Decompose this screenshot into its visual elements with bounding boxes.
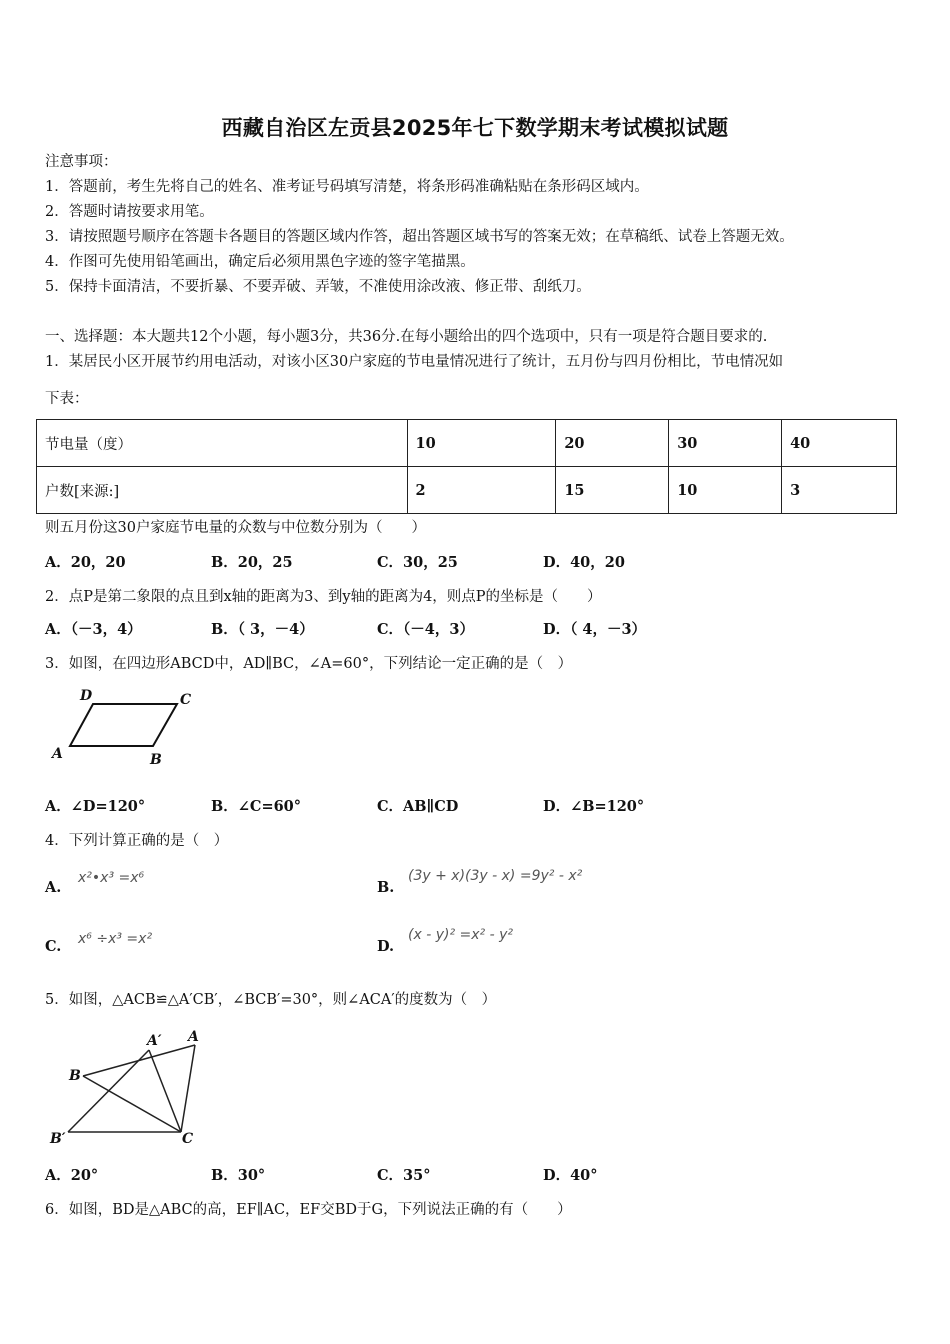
q3-option-c: C．AB∥CD — [377, 798, 459, 815]
q5-option-d: D．40° — [543, 1167, 598, 1184]
table-cell: 10 — [669, 467, 782, 514]
q1-table — [36, 419, 897, 514]
table-cell: 节电量（度） — [37, 420, 408, 467]
table-cell: 2 — [407, 467, 556, 514]
q4-option-c-expr: x⁶ ÷x³ =x² — [78, 931, 153, 947]
q3-option-d: D．∠B=120° — [543, 798, 645, 815]
q5-option-c: C．35° — [377, 1167, 431, 1184]
q2-stem: 2．点P是第二象限的点且到x轴的距离为3、到y轴的距离为4，则点P的坐标是（ ） — [45, 589, 602, 605]
label-c: C — [182, 1131, 194, 1147]
notice-item: 5．保持卡面清洁，不要折暴、不要弄破、弄皱，不准使用涂改液、修正带、刮纸刀。 — [45, 279, 591, 295]
table-cell: 户数[来源:] — [37, 467, 408, 514]
table-cell: 3 — [782, 467, 897, 514]
q1-option-b: B．20，25 — [211, 554, 293, 571]
q3-stem: 3．如图，在四边形ABCD中，AD∥BC，∠A=60°，下列结论一定正确的是（ ） — [45, 656, 573, 672]
congruent-triangles-figure — [40, 1025, 220, 1150]
q4-option-c-label: C. — [45, 938, 62, 955]
table-cell: 30 — [669, 420, 782, 467]
label-c: C — [180, 692, 192, 708]
q4-option-b-label: B. — [377, 879, 395, 896]
q2-option-c: C．（－4，3） — [377, 621, 474, 638]
q5-option-a: A．20° — [45, 1167, 99, 1184]
q4-option-d-label: D. — [377, 938, 395, 955]
q4-option-b-expr: (3y + x)(3y - x) =9y² - x² — [408, 868, 583, 884]
label-b: B — [150, 752, 162, 768]
notice-item: 3．请按照题号顺序在答题卡各题目的答题区域内作答，超出答题区域书写的答案无效；在草稿纸、试卷上答题无效。 — [45, 229, 794, 245]
label-a: A — [52, 746, 63, 762]
label-a: A — [188, 1029, 199, 1045]
q2-option-d: D．（ 4，－3） — [543, 621, 647, 638]
table-cell: 10 — [407, 420, 556, 467]
q1-option-a: A．20，20 — [45, 554, 126, 571]
section-heading: 一、选择题：本大题共12个小题，每小题3分，共36分.在每小题给出的四个选项中，只有一项是符合题目要求的. — [45, 329, 768, 345]
q1-stem-cont: 下表： — [45, 391, 89, 407]
notice-item: 2．答题时请按要求用笔。 — [45, 204, 214, 220]
label-b-prime: B′ — [50, 1131, 66, 1147]
table-cell: 40 — [782, 420, 897, 467]
q5-option-b: B．30° — [211, 1167, 266, 1184]
q4-option-d-expr: (x - y)² =x² - y² — [408, 927, 513, 943]
label-d: D — [80, 688, 93, 704]
q1-option-c: C．30，25 — [377, 554, 458, 571]
q3-option-a: A．∠D=120° — [45, 798, 146, 815]
page-title: 西藏自治区左贡县2025年七下数学期末考试模拟试题 — [221, 116, 729, 140]
notice-item: 4．作图可先使用铅笔画出，确定后必须用黑色字迹的签字笔描黑。 — [45, 254, 475, 270]
table-row — [37, 420, 897, 467]
label-a-prime: A′ — [147, 1033, 162, 1049]
quadrilateral-abcd-figure — [40, 680, 210, 770]
q6-stem: 6．如图，BD是△ABC的高，EF∥AC，EF交BD于G，下列说法正确的有（ ） — [45, 1202, 572, 1218]
table-row — [37, 467, 897, 514]
q1-question: 则五月份这30户家庭节电量的众数与中位数分别为（ ） — [45, 520, 426, 536]
q2-option-a: A．（－3，4） — [45, 621, 142, 638]
q4-option-a-label: A. — [45, 879, 62, 896]
q4-option-a-expr: x²•x³ =x⁶ — [78, 870, 145, 886]
q1-option-d: D．40，20 — [543, 554, 625, 571]
q4-stem: 4．下列计算正确的是（ ） — [45, 833, 229, 849]
q5-stem: 5．如图，△ACB≌△A′CB′，∠BCB′=30°，则∠ACA′的度数为（ ） — [45, 992, 497, 1008]
q1-stem: 1．某居民小区开展节约用电活动，对该小区30户家庭的节电量情况进行了统计，五月份与四月份相比，节电情况如 — [45, 354, 784, 370]
table-cell: 15 — [556, 467, 669, 514]
q2-option-b: B．（ 3，－4） — [211, 621, 314, 638]
table-cell: 20 — [556, 420, 669, 467]
notice-heading: 注意事项： — [45, 154, 118, 170]
label-b: B — [69, 1068, 81, 1084]
q3-option-b: B．∠C=60° — [211, 798, 302, 815]
notice-item: 1．答题前，考生先将自己的姓名、准考证号码填写清楚，将条形码准确粘贴在条形码区域内。 — [45, 179, 649, 195]
